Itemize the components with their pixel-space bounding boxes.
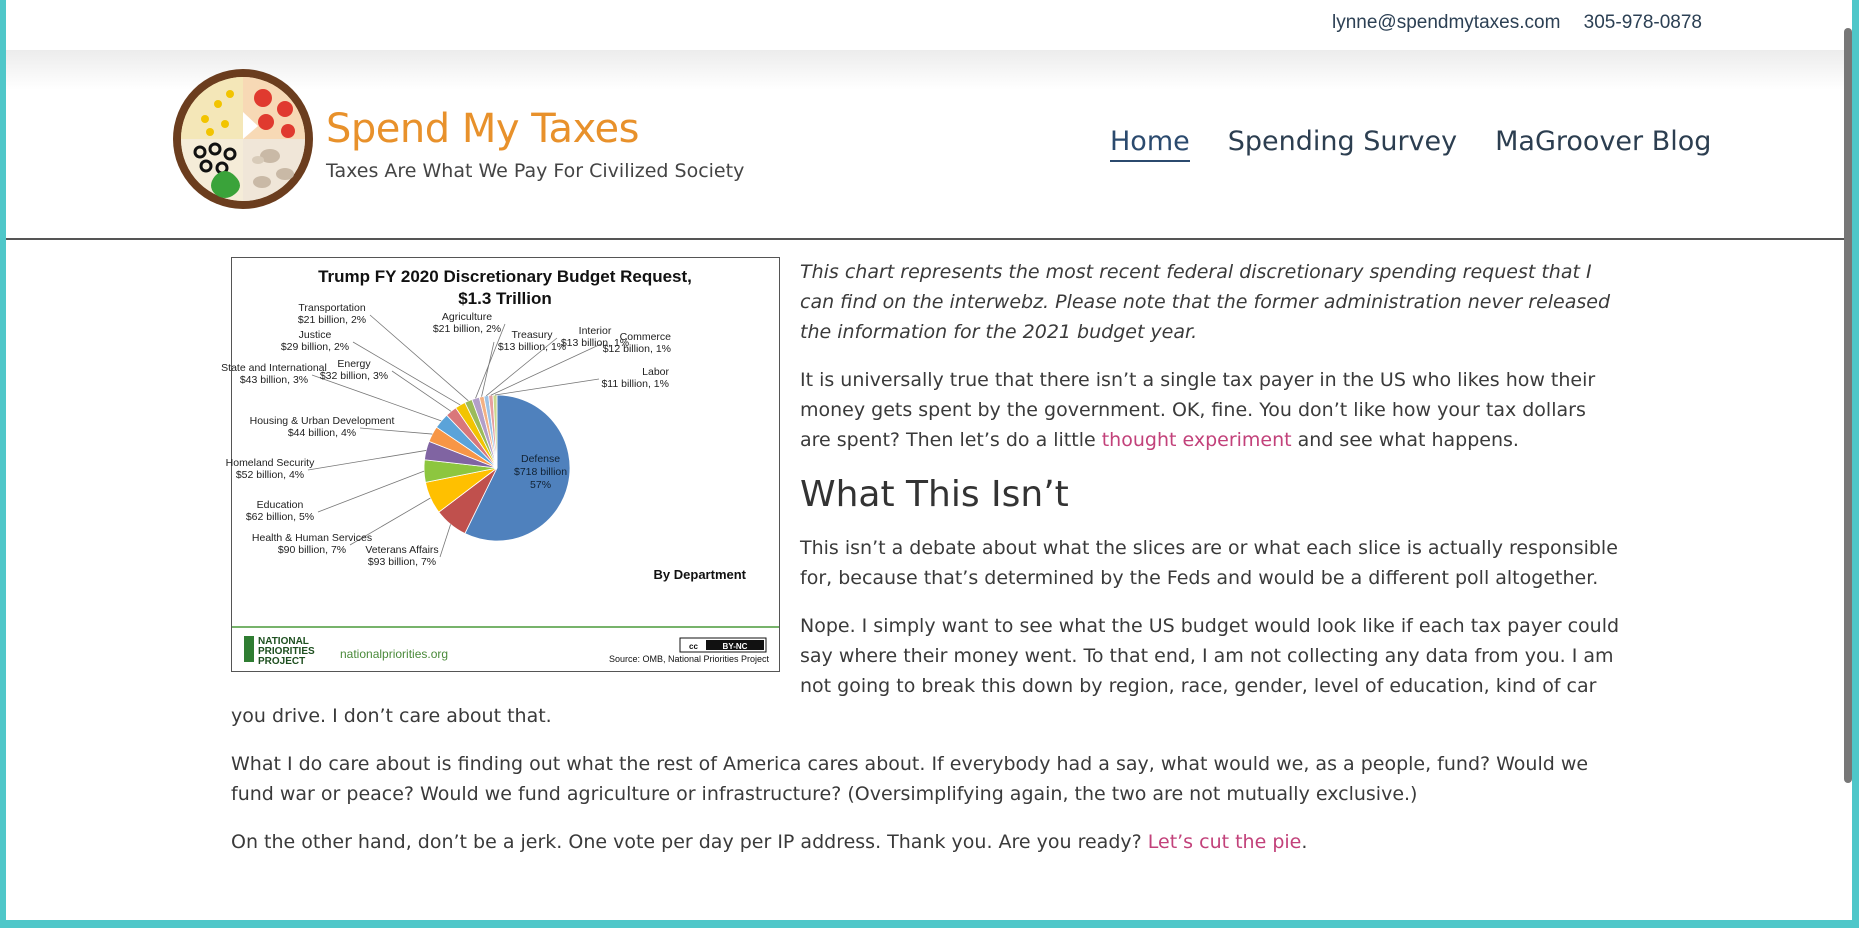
paragraph-1-text-start: It is universally true that there isn’t a single tax payer in the US who likes how their money gets spent by the government. OK, fine. You don’t like how your tax dollars are spent? Then let’s do a little [800,369,1596,451]
window-frame-bottom [0,920,1859,928]
header-divider [6,238,1844,240]
top-contact-bar [6,0,1852,50]
nav-magroover-blog[interactable]: MaGroover Blog [1495,126,1712,157]
paragraph-1-text-end: and see what happens. [1291,429,1519,451]
chart-annotation: By Department [653,567,746,582]
site-header [6,50,1852,238]
chart-footer-url: nationalpriorities.org [340,647,449,661]
cut-the-pie-link[interactable]: Let’s cut the pie [1147,831,1302,853]
npp-org-line-2: PRIORITIES [258,646,315,657]
pie-label-name: State and International [221,362,327,374]
nav-spending-survey[interactable]: Spending Survey [1227,126,1458,157]
main-nav [1110,126,1711,162]
pie-label-value: $44 billion, 4% [287,427,357,439]
chart-title: Trump FY 2020 Discretionary Budget Request, [318,267,692,286]
pie-label-name: Labor [642,366,669,378]
pie-label-name: Transportation [298,302,366,314]
paragraph-3: Nope. I simply want to see what the US budget would look like if each tax payer could say where their money went. To that end, I am not collecting any data from you. I am not going to break this down by region, race, gender, level of education, kind of car you drive. I don’t care about that. [231,615,1620,727]
chart-subtitle: $1.3 Trillion [458,289,552,308]
pie-label-value: $13 billion, 1% [497,341,567,353]
section-heading: What This Isn’t [800,474,1069,515]
cc-license-text: BY-NC [722,642,748,651]
pie-leader-line [308,450,426,470]
pie-label-name: Homeland Security [225,457,315,469]
pie-label-defense: 57% [530,479,552,492]
pie-leader-line [482,342,494,397]
pie-label-value: $12 billion, 1% [602,343,671,355]
pie-leader-line [392,371,451,411]
site-tagline: Taxes Are What We Pay For Civilized Society [326,160,745,182]
pie-label-name: Justice [298,329,332,341]
intro-paragraph: This chart represents the most recent federal discretionary spending request that I can find on the interwebz. Please note that the former administration never released the information for the 2021 budget year. [800,261,1611,343]
paragraph-4: What I do care about is finding out what the rest of America cares about. If everybody had a say, what would we, as a people, fund? Would we fund war or peace? Would we fund agriculture or infrastructure? (Oversimplifying again, the two are not mutually exclusive.) [231,753,1589,805]
pie-label-value: $11 billion, 1% [601,378,669,390]
pie-leader-line [440,524,451,557]
pie-leader-line [360,428,432,434]
chart-footer-source: Source: OMB, National Priorities Project [608,654,769,664]
pie-leader-line [318,471,424,512]
pie-label-name: Interior [578,325,612,337]
scrollbar[interactable] [1844,28,1852,783]
npp-org-line-3: PROJECT [258,656,306,667]
budget-chart [221,257,780,672]
pie-label-value: $32 billion, 3% [319,370,389,382]
pie-label-value: $21 billion, 2% [297,314,367,326]
pie-label-value: $21 billion, 2% [432,323,502,335]
contact-email-link[interactable]: lynne@spendmytaxes.com [1332,12,1561,33]
pie-label-name: Commerce [619,331,671,343]
contact-phone-link[interactable]: 305-978-0878 [1583,12,1702,33]
pie-label-value: $90 billion, 7% [277,544,347,556]
pie-label-name: Housing & Urban Development [249,415,395,427]
pie-leader-line [495,379,599,395]
pie-label-name: Energy [337,358,371,370]
npp-logo-icon [244,636,254,662]
paragraph-5-text-start: On the other hand, don’t be a jerk. One vote per day per IP address. Thank you. Are you ready? [231,831,1148,853]
main-content [221,257,1621,875]
pie-label-value: $93 billion, 7% [367,556,437,568]
pie-label-value: $62 billion, 5% [245,511,315,523]
nav-home[interactable]: Home [1110,126,1190,162]
pie-label-name: Education [256,499,304,511]
pie-label-name: Health & Human Services [251,532,373,544]
paragraph-5 [231,827,1621,857]
thought-experiment-link[interactable]: thought experiment [1101,429,1292,451]
scrollbar-thumb[interactable] [1844,28,1852,783]
cc-icon: cc [689,642,698,651]
pie-label-value: $43 billion, 3% [239,374,309,386]
paragraph-2: This isn’t a debate about what the slices are or what each slice is actually responsible for, because that’s determined by the Feds and would be a different poll altogether. [800,537,1618,589]
npp-org-line-1: NATIONAL [258,636,309,647]
pie-label-defense: Defense [521,453,561,466]
site-title[interactable]: Spend My Taxes [326,106,639,152]
contact-info [1332,12,1702,34]
pie-label-value: $52 billion, 4% [235,469,305,481]
paragraph-5-text-end: . [1301,831,1308,853]
pie-label-name: Veterans Affairs [365,544,439,556]
pie-label-value: $13 billion, 1% [560,337,630,349]
pie-leader-line [476,324,505,398]
pizza-logo-icon[interactable] [170,64,316,214]
pie-label-name: Agriculture [441,311,493,323]
pie-label-defense: $718 billion [513,466,568,479]
window-frame-right [1852,0,1859,928]
pie-label-value: $29 billion, 2% [280,341,350,353]
budget-pie-chart [221,258,779,671]
pie-label-name: Treasury [511,329,553,341]
